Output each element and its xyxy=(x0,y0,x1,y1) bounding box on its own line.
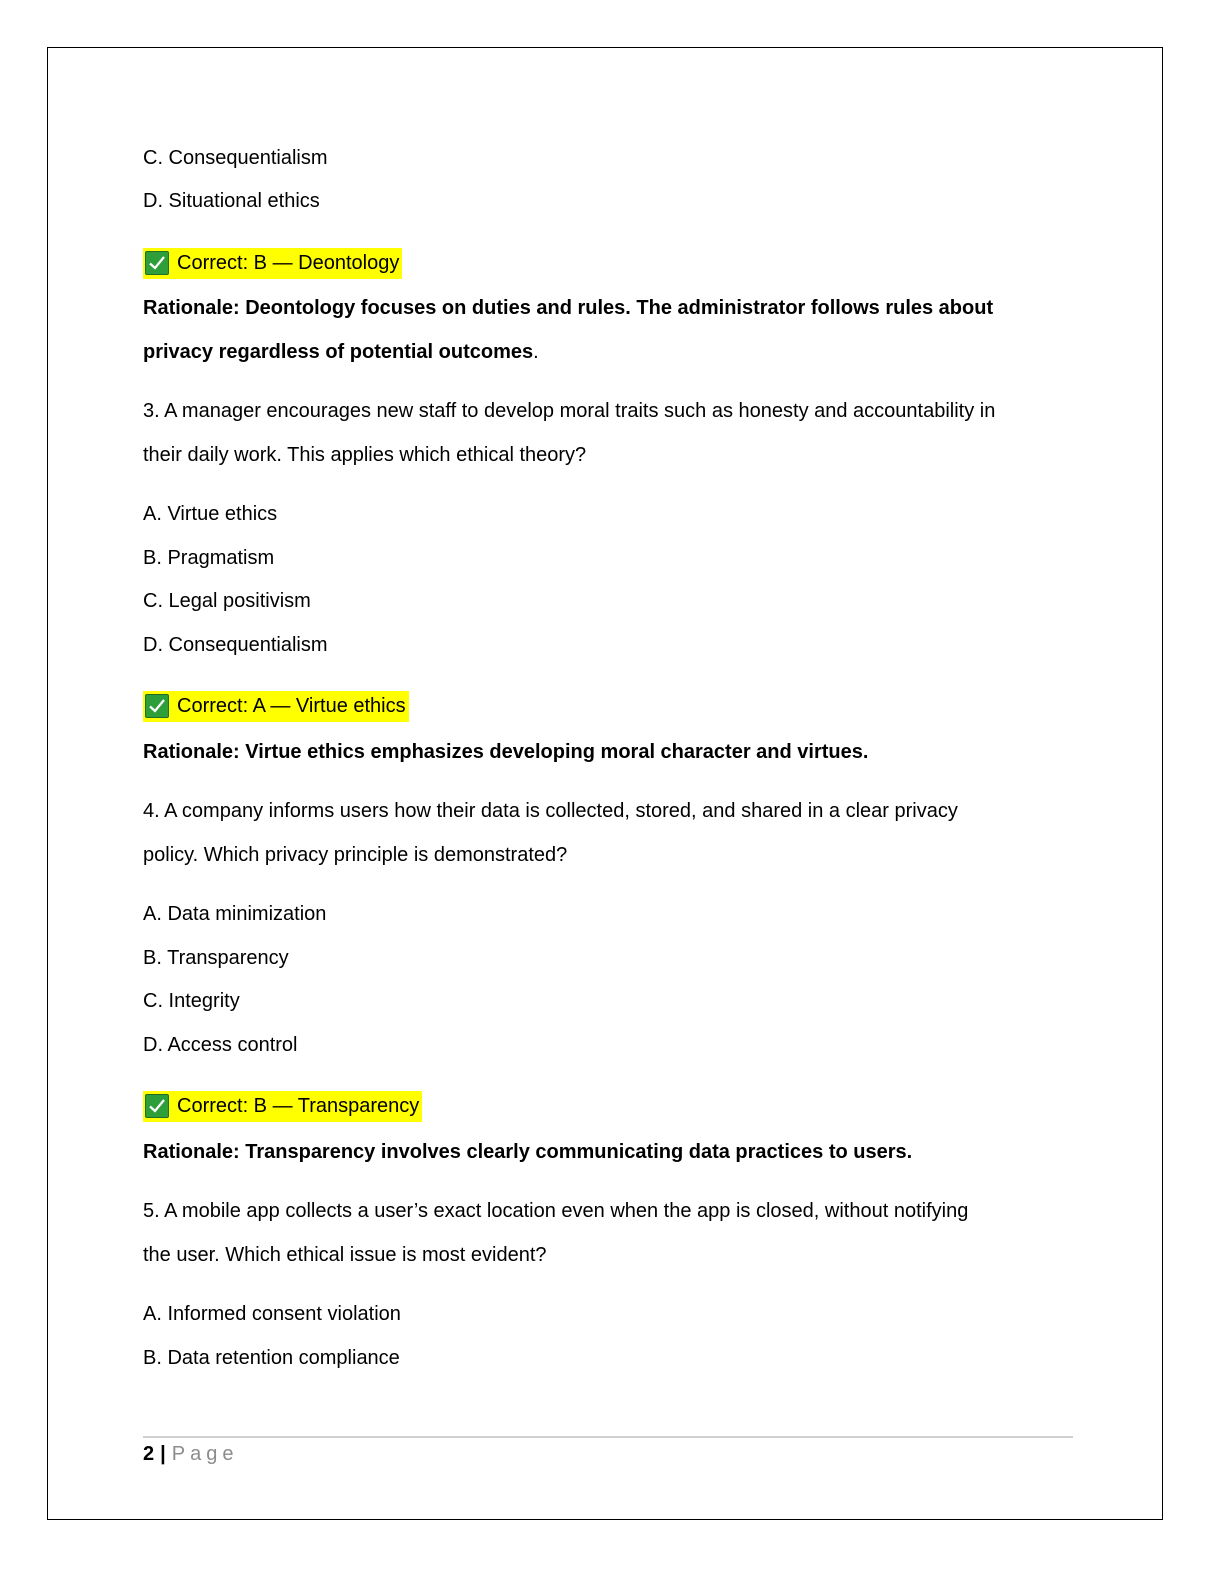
rationale-period: . xyxy=(533,341,539,363)
option-c: C. Consequentialism xyxy=(143,147,328,169)
answer-highlight xyxy=(143,248,402,279)
option-a: A. Data minimization xyxy=(143,903,327,925)
question-3-continued: their daily work. This applies which ethical theory? xyxy=(143,444,587,466)
rationale-continued xyxy=(143,339,539,365)
option-b: B. Data retention compliance xyxy=(143,1347,400,1369)
option-d: D. Situational ethics xyxy=(143,190,320,212)
option-c: C. Legal positivism xyxy=(143,590,311,612)
rationale: Rationale: Deontology focuses on duties and rules. The administrator follows rules about xyxy=(143,297,994,319)
correct-answer xyxy=(143,1091,422,1125)
check-box-icon xyxy=(145,251,169,275)
answer-highlight xyxy=(143,1091,422,1122)
answer-text: Correct: B — Transparency xyxy=(177,1095,420,1117)
question-5-continued: the user. Which ethical issue is most evident? xyxy=(143,1244,547,1266)
option-d: D. Access control xyxy=(143,1034,298,1056)
correct-answer xyxy=(143,691,409,725)
answer-text: Correct: B — Deontology xyxy=(177,252,400,274)
page-footer xyxy=(143,1441,238,1467)
footer-separator: | xyxy=(160,1443,166,1465)
correct-answer xyxy=(143,248,402,282)
page-label: Page xyxy=(171,1443,239,1465)
rationale: Rationale: Virtue ethics emphasizes developing moral character and virtues. xyxy=(143,741,869,763)
option-c: C. Integrity xyxy=(143,990,240,1012)
question-3: 3. A manager encourages new staff to develop moral traits such as honesty and accountability in xyxy=(143,400,996,422)
question-5: 5. A mobile app collects a user’s exact location even when the app is closed, without notifying xyxy=(143,1200,969,1222)
option-a: A. Virtue ethics xyxy=(143,503,278,525)
answer-highlight xyxy=(143,691,409,722)
check-box-icon xyxy=(145,1094,169,1118)
page-number: 2 xyxy=(143,1443,155,1465)
option-b: B. Transparency xyxy=(143,947,289,969)
question-4-continued: policy. Which privacy principle is demonstrated? xyxy=(143,844,568,866)
option-a: A. Informed consent violation xyxy=(143,1303,401,1325)
answer-text: Correct: A — Virtue ethics xyxy=(177,695,406,717)
rationale-text: privacy regardless of potential outcomes xyxy=(143,341,534,363)
rationale: Rationale: Transparency involves clearly communicating data practices to users. xyxy=(143,1141,913,1163)
footer-divider xyxy=(143,1436,1073,1438)
option-d: D. Consequentialism xyxy=(143,634,328,656)
option-b: B. Pragmatism xyxy=(143,547,275,569)
check-box-icon xyxy=(145,694,169,718)
question-4: 4. A company informs users how their data is collected, stored, and shared in a clear privacy xyxy=(143,800,958,822)
